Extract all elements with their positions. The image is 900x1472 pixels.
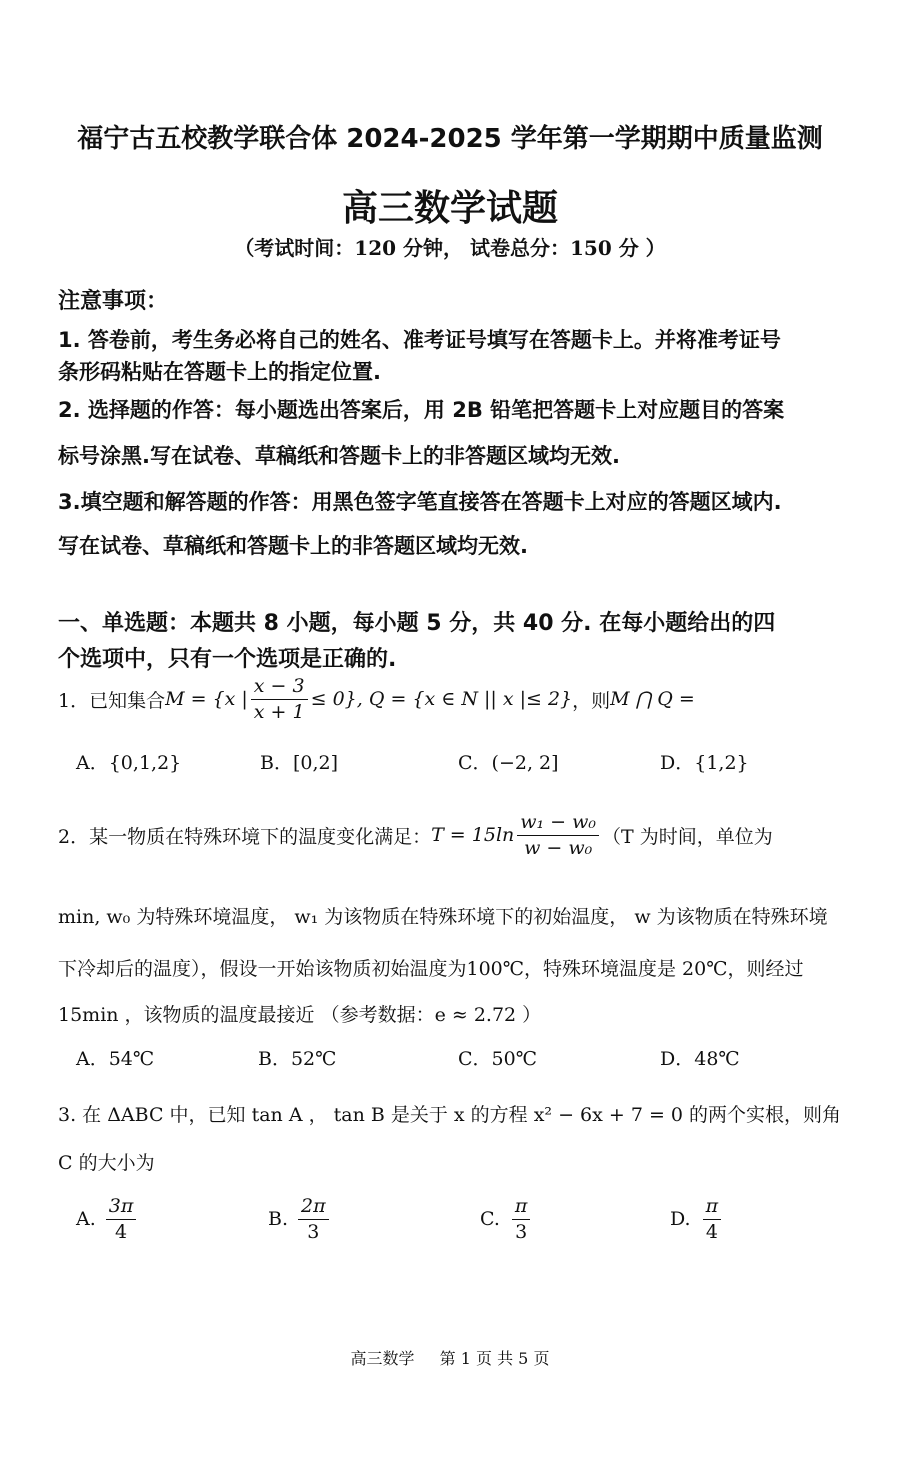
q2-suffix: （T 为时间，单位为 [602, 825, 773, 848]
q1-frac-numerator: x − 3 [251, 676, 308, 700]
section-heading: 一、单选题：本题共 8 小题，每小题 5 分，共 40 分. 在每小题给出的四 [58, 611, 776, 636]
q1-prefix: 1．已知集合 [58, 689, 166, 712]
q1-suffix: ，则 [572, 689, 611, 712]
q3-option-b-fraction [298, 1196, 329, 1243]
q1-fraction [251, 676, 308, 723]
q3-option-d-fraction [703, 1196, 722, 1243]
q3-option-d-den: 4 [705, 1220, 718, 1243]
q3-option-c-num: π [512, 1196, 531, 1220]
q3-option-c-den: 3 [515, 1220, 528, 1243]
q3-option-a-num: 3π [106, 1196, 137, 1220]
q3-option-c-fraction [512, 1196, 531, 1243]
q2-formula-left: T = 15ln [431, 824, 515, 847]
question-2 [58, 812, 773, 859]
q3-option-c-label: C. [480, 1208, 500, 1231]
subject-title: 高三数学试题 [341, 188, 558, 229]
q3-option-a-den: 4 [115, 1220, 128, 1243]
q2-prefix: 2．某一物质在特殊环境下的温度变化满足： [58, 825, 432, 848]
exam-info: （考试时间：120 分钟， 试卷总分：150 分 ） [234, 236, 666, 260]
q3-option-a [76, 1196, 139, 1243]
q1-option-b: B．[0,2] [260, 752, 339, 774]
q3-option-b-den: 3 [307, 1220, 320, 1243]
q2-option-b: B．52℃ [258, 1048, 337, 1070]
question-3: 3. 在 ΔABC 中，已知 tan A ， tan B 是关于 x 的方程 x² − 6x + 7 = 0 的两个实根，则角 [58, 1104, 842, 1126]
q1-option-c: C．(−2, 2] [458, 752, 559, 774]
notice-item-1: 1. 答卷前，考生务必将自己的姓名、准考证号填写在答题卡上。并将准考证号 [58, 328, 781, 352]
q3-option-a-label: A. [76, 1208, 96, 1231]
q3-option-b-label: B. [268, 1208, 289, 1231]
q3-option-d-num: π [703, 1196, 722, 1220]
q1-frac-denominator: x + 1 [253, 700, 305, 723]
question-1 [58, 676, 695, 723]
q1-target: M ⋂ Q = [610, 688, 695, 711]
q2-frac-denominator: w − w₀ [524, 836, 593, 859]
section-heading-cont: 个选项中，只有一个选项是正确的. [58, 647, 397, 672]
footer-page-number: 第 1 页 共 5 页 [439, 1349, 550, 1368]
notice-item-3-cont: 写在试卷、草稿纸和答题卡上的非答题区域均无效. [58, 534, 528, 558]
q3-option-c [480, 1196, 533, 1243]
q2-option-c: C．50℃ [458, 1048, 537, 1070]
notice-item-1-cont: 条形码粘贴在答题卡上的指定位置. [58, 360, 381, 384]
q2-line-4: 15min ，该物质的温度最接近 （参考数据：e ≈ 2.72 ） [58, 1004, 542, 1026]
q2-line-3: 下冷却后的温度），假设一开始该物质初始温度为100℃，特殊环境温度是 20℃，则经过 [58, 958, 804, 980]
q3-option-b-num: 2π [298, 1196, 329, 1220]
q3-option-d-label: D. [670, 1208, 691, 1231]
notice-item-2-cont: 标号涂黑.写在试卷、草稿纸和答题卡上的非答题区域均无效. [58, 444, 620, 468]
notice-item-3: 3.填空题和解答题的作答：用黑色签字笔直接答在答题卡上对应的答题区域内. [58, 490, 782, 514]
q1-option-d: D．{1,2} [660, 752, 749, 774]
page-footer [0, 1346, 900, 1369]
q3-option-d [670, 1196, 724, 1243]
q1-set-m-end: ≤ 0}, Q = {x ∈ N || x |≤ 2} [310, 688, 573, 711]
q2-option-d: D．48℃ [660, 1048, 740, 1070]
q2-option-a: A．54℃ [76, 1048, 155, 1070]
notice-item-2: 2. 选择题的作答：每小题选出答案后，用 2B 铅笔把答题卡上对应题目的答案 [58, 398, 785, 422]
footer-subject: 高三数学 [350, 1349, 415, 1368]
q3-line-2: C 的大小为 [58, 1152, 155, 1174]
q3-option-a-fraction [106, 1196, 137, 1243]
notice-heading: 注意事项： [58, 289, 169, 314]
q2-fraction [517, 812, 599, 859]
q2-frac-numerator: w₁ − w₀ [517, 812, 599, 836]
exam-title: 福宁古五校教学联合体 2024-2025 学年第一学期期中质量监测 [77, 124, 823, 154]
q3-option-b [268, 1196, 332, 1243]
q1-set-m-start: M = {x | [165, 688, 248, 711]
q2-line-2: min, w₀ 为特殊环境温度， w₁ 为该物质在特殊环境下的初始温度， w 为该物质在特殊环境 [58, 906, 828, 928]
q1-option-a: A．{0,1,2} [76, 752, 182, 774]
